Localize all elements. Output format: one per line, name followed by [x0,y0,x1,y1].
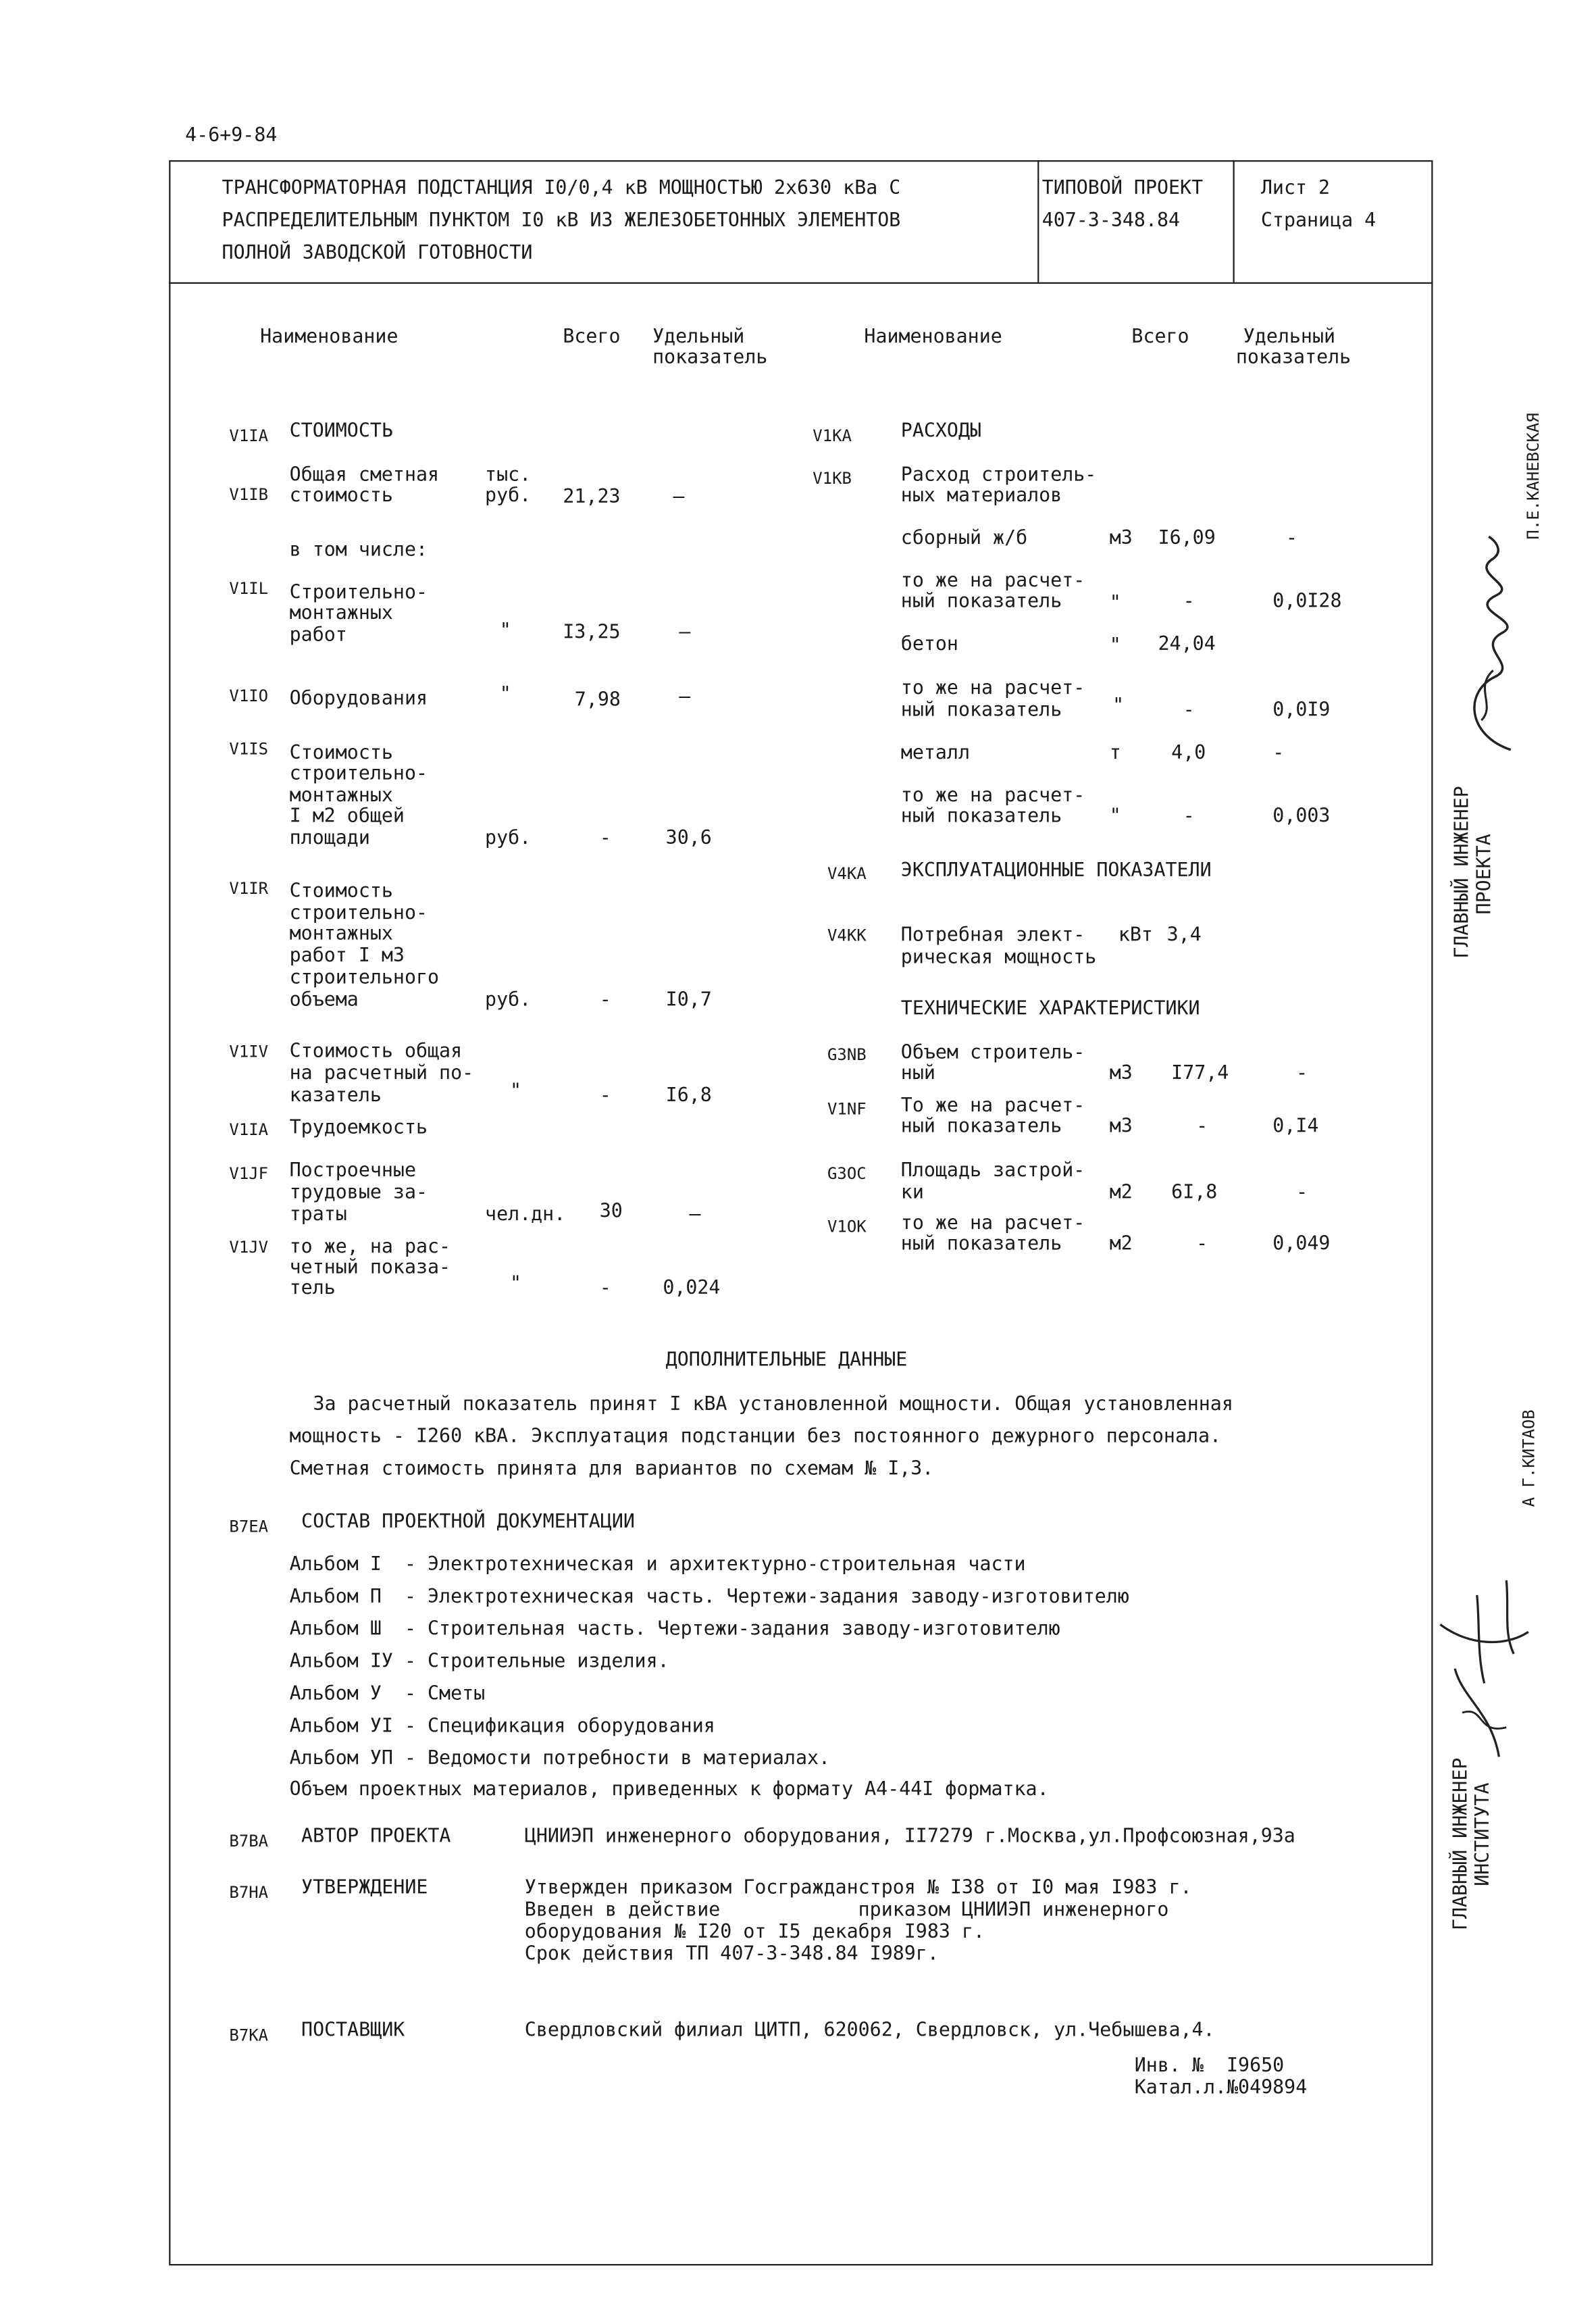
row-code: V1IA [229,426,269,446]
row-total: I77,4 [1171,1063,1229,1085]
row-specific: I6,8 [665,1084,712,1107]
row-total: - [599,828,611,850]
row-name: объема [289,989,359,1012]
row-unit: м3 [1109,528,1133,550]
approval-code: B7HA [229,1883,269,1903]
row-unit: " [499,620,511,643]
row-code: G3NB [827,1045,867,1065]
row-name: то же, на рас- [289,1236,451,1259]
header-divider [169,282,1433,284]
row-unit: тыс. [485,464,532,487]
row-name: ный показатель [900,699,1062,722]
row-code: V1IL [229,579,269,599]
composition-code: B7EA [229,1517,269,1536]
row-code: V1JF [229,1164,269,1184]
author-code: B7BA [229,1832,269,1851]
row-name: Стоимость [289,880,393,903]
approval-line-4: Срок действия ТП 407-3-348.84 I989г. [524,1943,939,1966]
row-code: V1JV [229,1238,269,1257]
row-specific: 0,003 [1272,805,1331,828]
inventory-number: Инв. № I9650 [1134,2055,1285,2078]
row-name: казатель [289,1084,382,1107]
col-specific-left-1: Удельный [652,326,745,349]
row-name: то же на расчет- [900,1213,1085,1235]
row-name: Стоимость [289,742,393,765]
side-label-line: ГЛАВНЫЙ ИНЖЕНЕР [1451,786,1474,959]
row-name: ный показатель [900,805,1062,828]
col-name-right: Наименование [864,326,1002,349]
row-name: сборный ж/б [900,528,1028,550]
row-name: в том числе: [289,539,428,562]
row-unit: руб. [485,828,532,850]
signature-kitaov-icon [1433,1565,1535,1771]
row-name: рическая мощность [900,947,1097,969]
composition-heading: СОСТАВ ПРОЕКТНОЙ ДОКУМЕНТАЦИИ [301,1511,635,1534]
side-chief-engineer-institute [1451,1758,1495,1930]
row-specific: - [1285,528,1297,550]
col-total-left: Всего [563,326,621,349]
row-unit: " [1109,592,1121,615]
row-name: ки [900,1182,924,1205]
row-code: V1KA [813,426,852,446]
row-total: 4,0 [1171,742,1206,765]
additional-heading: ДОПОЛНИТЕЛЬНЫЕ ДАННЫЕ [665,1349,908,1372]
row-name: То же на расчет- [900,1095,1085,1117]
sheet-number: Лист 2 [1260,178,1331,200]
row-name: I м2 общей [289,805,405,828]
composition-volume: Объем проектных материалов, приведенных к формату А4-44I форматка. [289,1778,1049,1801]
project-type: ТИПОВОЙ ПРОЕКТ [1041,178,1204,200]
album-item: Альбом УI - Спецификация оборудования [289,1715,715,1738]
author-label: АВТОР ПРОЕКТА [301,1826,451,1848]
row-specific: – [679,622,691,645]
row-name: Трудоемкость [289,1117,428,1140]
row-code: V1IR [229,879,269,899]
row-name: Оборудования [289,688,428,711]
row-specific: 0,024 [663,1277,721,1300]
row-specific: - [1272,742,1285,765]
album-item: Альбом П - Электротехническая часть. Чертежи-задания заводу-изготовителю [289,1586,1129,1609]
row-total: 7,98 [574,689,621,712]
row-name: то же на расчет- [900,570,1085,593]
row-total: - [599,1084,611,1107]
header-title-line-1: ТРАНСФОРМАТОРНАЯ ПОДСТАНЦИЯ I0/0,4 кВ МОЩНОСТЬЮ 2х630 кВа С [222,178,901,200]
row-name: Построечные [289,1159,416,1182]
row-name: монтажных [289,923,393,946]
row-unit: " [499,683,511,706]
row-name: ных материалов [900,485,1062,507]
row-total: 24,04 [1158,633,1216,656]
row-name: Потребная элект- [900,924,1085,947]
row-name: СТОИМОСТЬ [289,420,393,443]
row-name: ный [900,1063,935,1085]
row-specific: 0,0I28 [1272,590,1342,613]
additional-line-1: За расчетный показатель принят I кВА установленной мощности. Общая установленная [313,1393,1233,1416]
row-total: 30 [599,1201,623,1224]
row-code: V1IB [229,485,269,505]
additional-line-3: Сметная стоимость принята для вариантов по схемам № I,3. [289,1458,934,1481]
row-name: то же на расчет- [900,678,1085,700]
row-total: I6,09 [1158,528,1216,550]
row-unit: " [510,1080,522,1103]
row-code: V1IS [229,739,269,759]
side-label-line: ИНСТИТУТА [1472,1782,1495,1886]
row-specific: 0,0I9 [1272,699,1331,722]
row-unit: " [1109,635,1121,657]
row-unit: " [1112,695,1125,718]
side-chief-engineer-project [1452,786,1496,958]
row-name: работ [289,624,347,647]
row-code: V1NF [827,1099,867,1119]
row-name: строительного [289,967,440,990]
row-name: ТЕХНИЧЕСКИЕ ХАРАКТЕРИСТИКИ [900,998,1200,1021]
row-code: V4KK [827,926,867,946]
row-unit: кВт [1118,924,1153,947]
approval-label: УТВЕРЖДЕНИЕ [301,1877,428,1900]
row-code: V1IA [229,1120,269,1140]
row-unit: чел.дн. [485,1204,566,1226]
col-specific-right-2: показатель [1235,347,1352,370]
col-name-left: Наименование [260,326,398,349]
header-divider-2 [1233,160,1235,282]
row-specific: I0,7 [665,989,712,1012]
row-total: - [599,1277,611,1300]
col-total-right: Всего [1131,326,1189,349]
row-code: V1KB [813,469,852,488]
row-name: ный показатель [900,590,1062,613]
signature-kanevskaya-icon [1452,529,1526,764]
row-code: G3OC [827,1164,867,1184]
row-total: - [1183,805,1195,828]
side-label-line: ГЛАВНЫЙ ИНЖЕНЕР [1450,1757,1473,1931]
row-unit: т [1109,742,1121,765]
row-name: монтажных [289,784,393,807]
row-name: траты [289,1204,347,1226]
row-name: ЭКСПЛУАТАЦИОННЫЕ ПОКАЗАТЕЛИ [900,859,1212,882]
row-name: то же на расчет- [900,784,1085,807]
author-text: ЦНИИЭП инженерного оборудования, II7279 г.Москва,ул.Профсоюзная,93а [524,1826,1295,1848]
row-specific: – [679,686,691,709]
header-divider-1 [1037,160,1039,282]
additional-line-2: мощность - I260 кВА. Эксплуатация подстанции без постоянного дежурного персонала. [289,1426,1222,1449]
row-name: на расчетный по- [289,1063,474,1085]
row-unit: м2 [1109,1182,1133,1205]
supplier-code: B7KA [229,2026,269,2045]
row-name: строительно- [289,903,428,925]
row-specific: 30,6 [665,828,712,850]
row-specific: – [689,1204,701,1226]
catalog-number: Катал.л.№049894 [1134,2077,1308,2100]
row-name: ный показатель [900,1233,1062,1256]
supplier-label: ПОСТАВЩИК [301,2019,405,2042]
approval-line-3: оборудования № I20 от I5 декабря I983 г. [524,1921,985,1944]
row-name: Общая сметная [289,464,440,487]
row-name: площади [289,828,370,850]
row-total: 3,4 [1166,924,1202,947]
row-name: работ I м3 [289,945,405,967]
row-name: бетон [900,633,958,656]
project-number: 407-3-348.84 [1041,210,1181,232]
approval-line-1: Утвержден приказом Госгражданстроя № I38 от I0 мая I983 г. [524,1877,1192,1900]
row-unit: м2 [1109,1233,1133,1256]
row-total: I3,25 [563,622,621,645]
row-unit: руб. [485,989,532,1012]
col-specific-right-1: Удельный [1243,326,1336,349]
row-unit: руб. [485,485,532,507]
album-item: Альбом IУ - Строительные изделия. [289,1651,669,1674]
row-total: - [1196,1233,1208,1256]
row-name: строительно- [289,763,428,785]
side-label-line: ПРОЕКТА [1474,834,1497,915]
side-name-kanevskaya: П.Е.КАНЕВСКАЯ [1524,413,1543,540]
row-name: четный показа- [289,1257,451,1280]
row-name: стоимость [289,485,393,507]
row-specific: - [1296,1063,1308,1085]
row-specific: 0,049 [1272,1233,1331,1256]
row-name: Объем строитель- [900,1042,1085,1065]
row-specific: 0,I4 [1272,1115,1319,1138]
row-name: Расход строитель- [900,464,1097,487]
header-title-line-2: РАСПРЕДЕЛИТЕЛЬНЫМ ПУНКТОМ I0 кВ ИЗ ЖЕЛЕЗОБЕТОННЫХ ЭЛЕМЕНТОВ [222,210,901,232]
row-name: ный показатель [900,1115,1062,1138]
row-name: Строительно- [289,582,428,605]
page-number: Страница 4 [1260,210,1376,232]
row-total: - [599,989,611,1012]
album-item: Альбом УП - Ведомости потребности в материалах. [289,1748,831,1770]
row-total: - [1183,590,1195,613]
row-unit: " [510,1273,522,1296]
row-code: V4KA [827,864,867,884]
row-name: трудовые за- [289,1182,428,1205]
row-unit: м3 [1109,1063,1133,1085]
row-total: - [1183,699,1195,722]
row-specific: - [1296,1182,1308,1205]
row-total: 21,23 [563,486,621,509]
row-code: V1OK [827,1217,867,1237]
row-name: металл [900,742,971,765]
row-name: Стоимость общая [289,1040,463,1063]
header-title-line-3: ПОЛНОЙ ЗАВОДСКОЙ ГОТОВНОСТИ [222,243,533,265]
row-name: тель [289,1277,336,1300]
row-unit: " [1109,805,1121,828]
row-code: V1IV [229,1042,269,1062]
row-total: - [1196,1115,1208,1138]
doc-code: 4-6+9-84 [185,124,278,147]
album-item: Альбом Ш - Строительная часть. Чертежи-задания заводу-изготовителю [289,1618,1060,1641]
supplier-text: Свердловский филиал ЦИТП, 620062, Свердловск, ул.Чебышева,4. [524,2019,1215,2042]
row-name: РАСХОДЫ [900,420,982,443]
row-unit: м3 [1109,1115,1133,1138]
col-specific-left-2: показатель [652,347,768,370]
approval-line-2: Введен в действие приказом ЦНИИЭП инженерного [524,1899,1169,1922]
row-total: 6I,8 [1171,1182,1218,1205]
album-item: Альбом I - Электротехническая и архитектурно-строительная части [289,1554,1026,1576]
album-item: Альбом У - Сметы [289,1683,486,1706]
row-specific: – [673,486,685,509]
row-name: Площадь застрой- [900,1159,1085,1182]
side-name-kitaov: А Г.КИТАОВ [1519,1409,1539,1507]
row-code: V1IO [229,686,269,706]
row-name: монтажных [289,603,393,625]
